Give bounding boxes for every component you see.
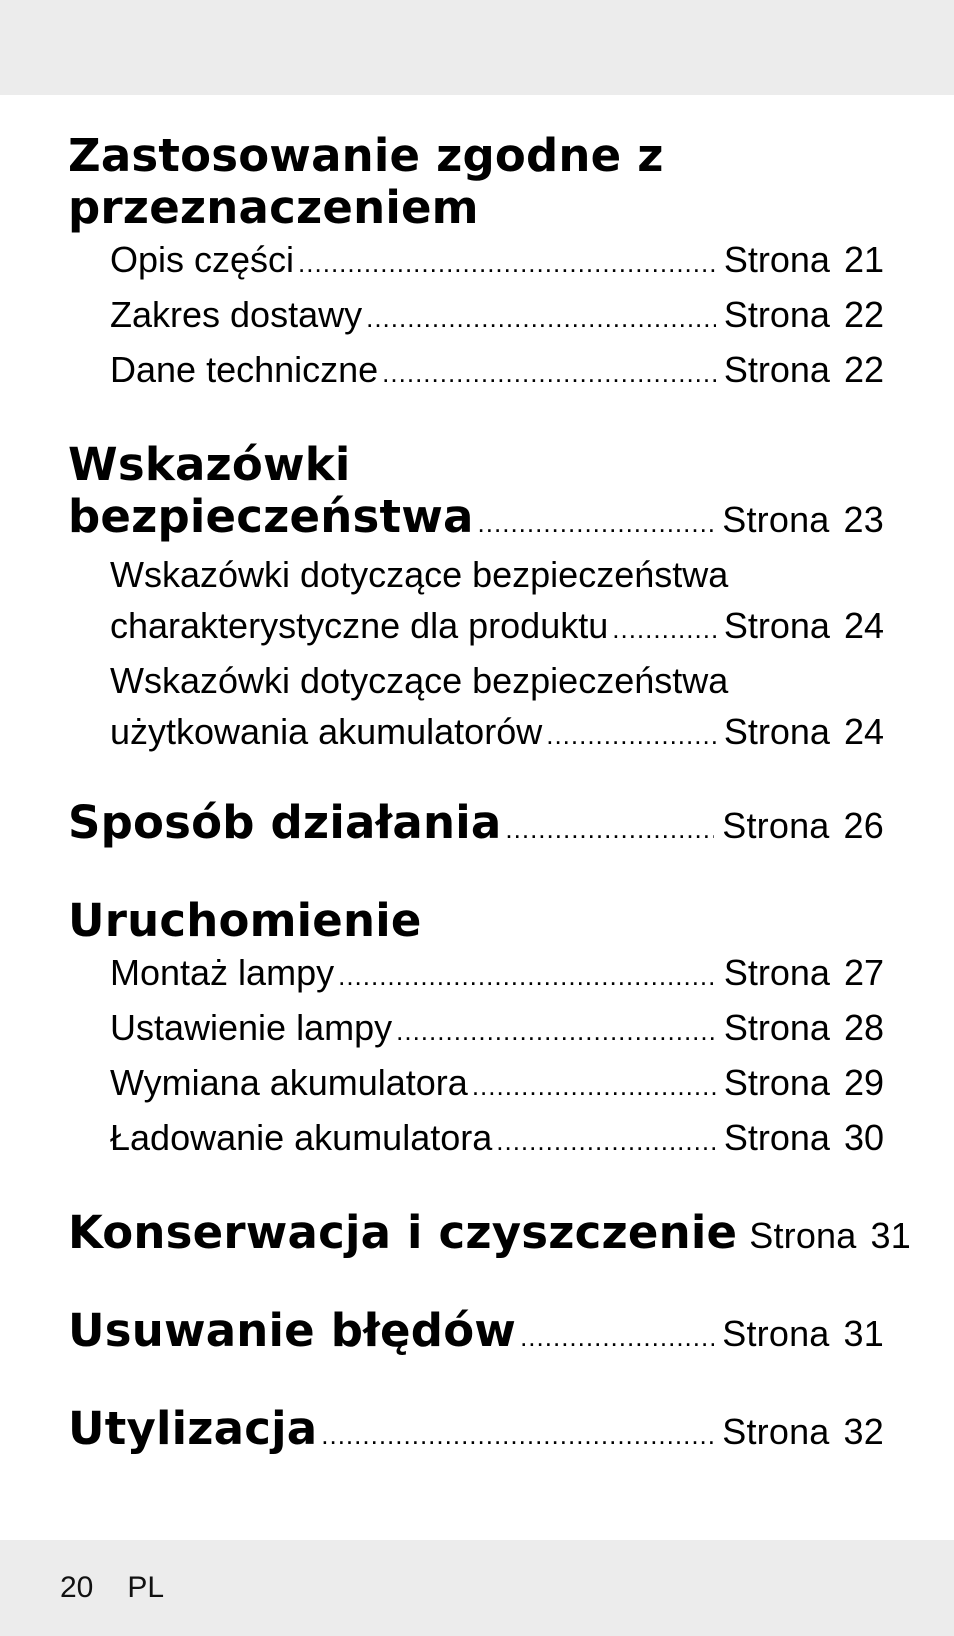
leader-dots <box>366 293 716 344</box>
section-heading: Uruchomienie <box>68 894 422 947</box>
toc-entry-label: Zakres dostawy <box>110 294 363 335</box>
toc-entry-page <box>722 1308 884 1360</box>
page-word: Strona <box>723 1007 830 1048</box>
leader-dots <box>472 1061 716 1112</box>
leader-dots <box>338 951 716 1002</box>
footer-language: PL <box>127 1571 165 1604</box>
toc-section-troubleshooting <box>68 1305 884 1363</box>
toc-section-entry[interactable] <box>68 1403 884 1461</box>
toc-entry-page <box>749 1210 911 1262</box>
toc-entry[interactable] <box>68 947 884 1002</box>
toc-entry-page <box>724 706 884 757</box>
page-word: Strona <box>722 499 830 540</box>
toc-entry-page <box>724 1057 884 1108</box>
toc-entry[interactable] <box>68 1112 884 1167</box>
page-number: 32 <box>843 1411 884 1452</box>
toc-section-entry[interactable] <box>68 1206 911 1265</box>
section-heading: Zastosowanie zgodne z <box>68 129 664 182</box>
toc-entry-label: Wymiana akumulatora <box>110 1062 468 1103</box>
section-heading: Konserwacja i czyszczenie <box>68 1206 738 1259</box>
toc-entry-label: Dane techniczne <box>110 349 379 390</box>
toc-section-intended-use <box>68 130 884 399</box>
page-number: 31 <box>870 1215 911 1256</box>
toc-section-operation <box>68 797 884 855</box>
page-word: Strona <box>722 1313 830 1354</box>
page-number: 29 <box>843 1062 884 1103</box>
toc-section-safety <box>68 439 884 761</box>
toc-entry-page <box>722 494 884 546</box>
page-footer <box>60 1568 198 1608</box>
section-heading-continued: przeznaczeniem <box>68 181 479 234</box>
toc-entry[interactable] <box>68 1057 884 1112</box>
toc-entry-page <box>724 600 884 651</box>
section-heading: Utylizacja <box>68 1402 318 1455</box>
toc-entry-page <box>724 344 884 395</box>
leader-dots <box>496 1116 716 1167</box>
leader-dots <box>505 803 714 855</box>
page-number: 31 <box>843 1313 884 1354</box>
page-word: Strona <box>723 239 830 280</box>
page-word: Strona <box>723 1117 830 1158</box>
page-number: 27 <box>843 952 884 993</box>
toc-section-entry[interactable] <box>68 797 884 855</box>
toc-entry-label: użytkowania akumulatorów <box>110 711 543 752</box>
leader-dots <box>546 710 716 761</box>
page-word: Strona <box>723 952 830 993</box>
page-word: Strona <box>723 711 830 752</box>
toc-entry-page <box>724 234 884 285</box>
leader-dots <box>382 348 716 399</box>
leader-dots <box>298 238 716 289</box>
toc-entry-label: charakterystyczne dla produktu <box>110 605 609 646</box>
section-heading: Wskazówki <box>68 438 351 491</box>
toc-entry[interactable] <box>68 234 884 289</box>
page-word: Strona <box>722 1411 830 1452</box>
page-number: 22 <box>843 294 884 335</box>
leader-dots <box>612 604 716 655</box>
page-word: Strona <box>723 294 830 335</box>
toc-section-maintenance <box>68 1206 911 1265</box>
page-number: 28 <box>843 1007 884 1048</box>
toc-section-entry[interactable] <box>68 491 884 549</box>
toc-entry-page <box>724 289 884 340</box>
toc-entry-label-line: Wskazówki dotyczące bezpieczeństwa <box>110 660 729 701</box>
page-number: 23 <box>843 499 884 540</box>
toc-entry-page <box>722 800 884 852</box>
toc-entry-label-line: Wskazówki dotyczące bezpieczeństwa <box>110 554 729 595</box>
toc-entry-page <box>724 947 884 998</box>
footer-page-number: 20 <box>60 1571 94 1604</box>
leader-dots <box>520 1311 714 1363</box>
leader-dots <box>396 1006 716 1057</box>
toc-entry-page <box>722 1406 884 1458</box>
page-number: 21 <box>843 239 884 280</box>
leader-dots <box>478 497 715 549</box>
page-number: 30 <box>843 1117 884 1158</box>
top-margin-band <box>0 0 954 95</box>
toc-entry[interactable] <box>68 289 884 344</box>
page-number: 26 <box>843 805 884 846</box>
page-word: Strona <box>722 805 830 846</box>
leader-dots <box>321 1409 714 1461</box>
toc-entry-label: Ustawienie lampy <box>110 1007 393 1048</box>
toc-section-entry[interactable] <box>68 1305 884 1363</box>
toc-entry-label: Ładowanie akumulatora <box>110 1117 493 1158</box>
toc-section-disposal <box>68 1403 884 1461</box>
toc-entry-page <box>724 1002 884 1053</box>
page-word: Strona <box>723 605 830 646</box>
toc-entry[interactable] <box>68 600 884 655</box>
page-word: Strona <box>723 1062 830 1103</box>
section-heading: Sposób działania <box>68 796 502 849</box>
toc-section-startup <box>68 895 884 1167</box>
toc-entry-label: Montaż lampy <box>110 952 335 993</box>
toc-entry[interactable] <box>68 1002 884 1057</box>
toc-entry-page <box>724 1112 884 1163</box>
toc-entry-label: Opis części <box>110 239 295 280</box>
page-number: 22 <box>843 349 884 390</box>
toc-entry[interactable] <box>68 706 884 761</box>
toc-entry[interactable] <box>68 344 884 399</box>
page-number: 24 <box>843 711 884 752</box>
page-word: Strona <box>723 349 830 390</box>
section-heading-continued: bezpieczeństwa <box>68 490 474 543</box>
page-number: 24 <box>843 605 884 646</box>
page-word: Strona <box>749 1215 857 1256</box>
section-heading: Usuwanie błędów <box>68 1304 517 1357</box>
table-of-contents <box>68 129 911 1501</box>
